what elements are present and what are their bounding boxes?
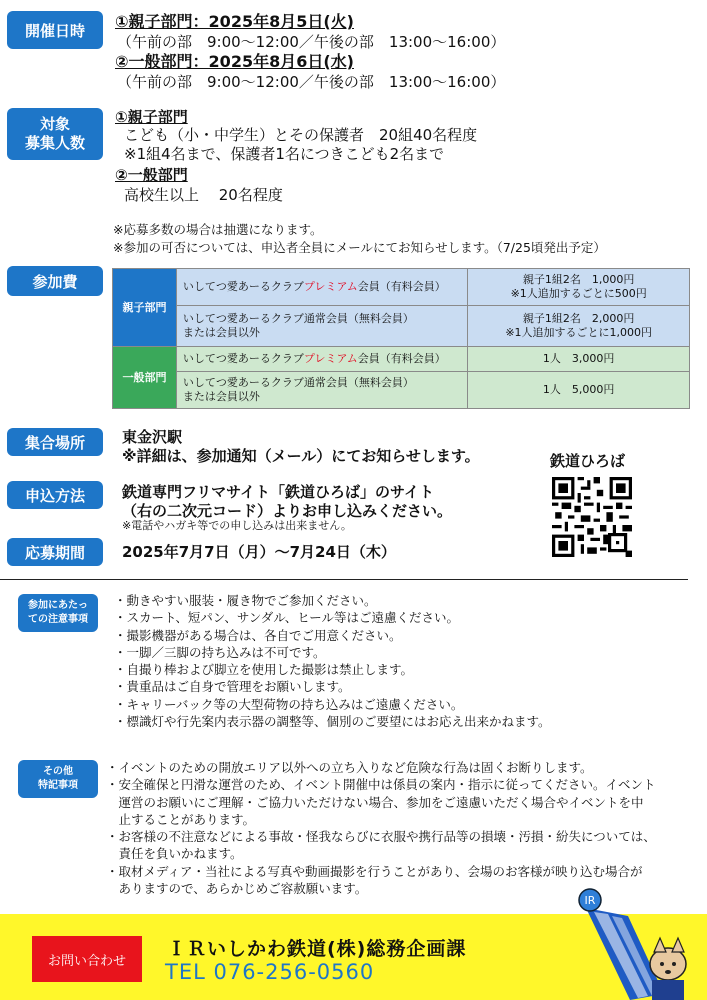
- list-item: ・安全確保と円滑な運営のため、イベント開催中は係員の案内・指示に従ってください。イベント: [106, 777, 656, 793]
- list-item: ・貴重品はご自身で管理をお願いします。: [114, 679, 351, 695]
- fee-price-family-normal-extra: ※1人追加するごとに1,000円: [505, 326, 653, 339]
- target-label-line2: 募集人数: [24, 134, 85, 152]
- list-item: ・イベントのための開放エリア以外への立ち入りなど危険な行為は固くお断りします。: [106, 760, 593, 775]
- qr-code-icon[interactable]: [552, 477, 632, 557]
- contact-label: お問い合わせ: [32, 936, 142, 982]
- fee-price-family-normal: 親子1組2名 2,000円: [522, 312, 635, 325]
- fee-table: [112, 268, 690, 409]
- fee-price-family-premium-extra: ※1人追加するごとに500円: [510, 287, 647, 300]
- other-label-line1: その他: [43, 766, 73, 777]
- apply-label: 申込方法: [7, 481, 103, 509]
- dates-line2: （午前の部 9:00～12:00／午後の部 13:00～16:00）: [117, 33, 506, 51]
- meeting-note: ※詳細は、参加通知（メール）にてお知らせします。: [122, 447, 480, 465]
- target-note-lottery: ※応募多数の場合は抽選になります。: [113, 222, 323, 237]
- fee-member-premium: [176, 347, 467, 372]
- apply-line2: （右の二次元コード）よりお申し込みください。: [122, 502, 453, 520]
- mascot-icon: [568, 886, 698, 1000]
- svg-text:IR: IR: [584, 894, 596, 907]
- fee-row: [113, 306, 690, 347]
- list-item: ・動きやすい服装・履き物でご参加ください。: [114, 593, 377, 608]
- fee-price-general-premium: 1人 3,000円: [468, 347, 690, 372]
- list-item: 運営のお願いにご理解・ご協力いただけない場合、参加をご遠慮いただく場合やイベントを中: [106, 794, 644, 810]
- fee-premium-word: プレミアム: [303, 352, 358, 365]
- dates-line1: ①親子部門：2025年8月5日(火): [115, 12, 354, 31]
- fee-row: [113, 347, 690, 372]
- notes-label: [18, 594, 98, 632]
- target-heading-general: ②一般部門: [115, 166, 188, 184]
- fee-row: [113, 372, 690, 409]
- period-label: 応募期間: [7, 538, 103, 566]
- target-family-line: こども（小・中学生）とその保護者 20組40名程度: [124, 126, 478, 144]
- fee-normal-line1: いしてつ愛あーるクラブ通常会員（無料会員）: [182, 312, 414, 325]
- apply-line1: 鉄道専門フリマサイト「鉄道ひろば」のサイト: [122, 483, 435, 501]
- fee-price-family-premium: 親子1組2名 1,000円: [522, 273, 635, 286]
- other-label-line2: 特記事項: [38, 780, 78, 791]
- meeting-label: 集合場所: [7, 428, 103, 456]
- period-text: 2025年7月7日（月）～7月24日（木）: [122, 543, 396, 561]
- list-item: 止することがあります。: [106, 811, 256, 827]
- fee-normal-line2: または会員以外: [182, 390, 260, 403]
- list-item: 責任を負いかねます。: [106, 846, 243, 862]
- contact-company: ＩＲいしかわ鉄道(株)総務企画課: [167, 938, 467, 960]
- notes-label-line1: 参加にあたっ: [28, 600, 88, 611]
- fee-label: 参加費: [7, 266, 103, 296]
- list-item: ・キャリーバック等の大型荷物の持ち込みはご遠慮ください。: [114, 696, 464, 712]
- list-item: ・一脚／三脚の持ち込みは不可です。: [114, 644, 326, 660]
- notes-list: [114, 592, 551, 730]
- list-item: ・お客様の不注意などによる事故・怪我ならびに衣服や携行品等の損壊・汚損・紛失については、: [106, 829, 656, 845]
- fee-row: [113, 269, 690, 306]
- fee-member-normal: [176, 372, 467, 409]
- fee-member-premium: [176, 269, 467, 306]
- target-family-limit: ※1組4名まで、保護者1名につきこども2名まで: [124, 145, 445, 163]
- fee-club-prefix: いしてつ愛あーるクラブ: [182, 352, 304, 365]
- target-label-line1: 対象: [39, 115, 70, 133]
- fee-member-normal: [176, 306, 467, 347]
- target-heading-family: ①親子部門: [115, 108, 188, 126]
- fee-group-family: 親子部門: [113, 269, 177, 347]
- fee-premium-suffix: 会員（有料会員）: [357, 280, 446, 293]
- target-label: [7, 108, 103, 160]
- dates-line4: （午前の部 9:00～12:00／午後の部 13:00～16:00）: [117, 73, 506, 91]
- meeting-place: 東金沢駅: [122, 428, 183, 446]
- list-item: ・撮影機器がある場合は、各自でご用意ください。: [114, 627, 402, 643]
- dates-line3: ②一般部門：2025年8月6日(水): [115, 52, 354, 71]
- target-general-line: 高校生以上 20名程度: [124, 186, 283, 204]
- fee-club-prefix: いしてつ愛あーるクラブ: [182, 280, 304, 293]
- list-item: ありますので、あらかじめご容赦願います。: [106, 881, 368, 897]
- other-list: [106, 759, 656, 897]
- notes-label-line2: ての注意事項: [28, 614, 88, 625]
- fee-price-cell: [468, 306, 690, 347]
- fee-group-general: 一般部門: [113, 347, 177, 409]
- fee-normal-line2: または会員以外: [182, 326, 260, 339]
- dates-label: 開催日時: [7, 11, 103, 49]
- list-item: ・標識灯や行先案内表示器の調整等、個別のご要望にはお応え出来かねます。: [114, 714, 551, 730]
- target-note-email: ※参加の可否については、申込者全員にメールにてお知らせします。（7/25頃発出予定）: [113, 240, 606, 255]
- fee-premium-suffix: 会員（有料会員）: [357, 352, 446, 365]
- fee-normal-line1: いしてつ愛あーるクラブ通常会員（無料会員）: [182, 376, 414, 389]
- list-item: ・取材メディア・当社による写真や動画撮影を行うことがあり、会場のお客様が映り込む場合が: [106, 863, 643, 879]
- contact-tel[interactable]: TEL 076-256-0560: [165, 960, 375, 984]
- fee-price-cell: [468, 269, 690, 306]
- other-label: [18, 760, 98, 798]
- apply-note: ※電話やハガキ等での申し込みは出来ません。: [122, 519, 352, 532]
- list-item: ・自撮り棒および脚立を使用した撮影は禁止します。: [114, 662, 414, 678]
- list-item: ・スカート、短パン、サンダル、ヒール等はご遠慮ください。: [114, 610, 460, 626]
- contact-footer: [0, 894, 707, 1000]
- fee-premium-word: プレミアム: [303, 280, 358, 293]
- qr-title: 鉄道ひろば: [550, 452, 626, 470]
- fee-price-general-normal: 1人 5,000円: [468, 372, 690, 409]
- section-divider: [0, 579, 688, 580]
